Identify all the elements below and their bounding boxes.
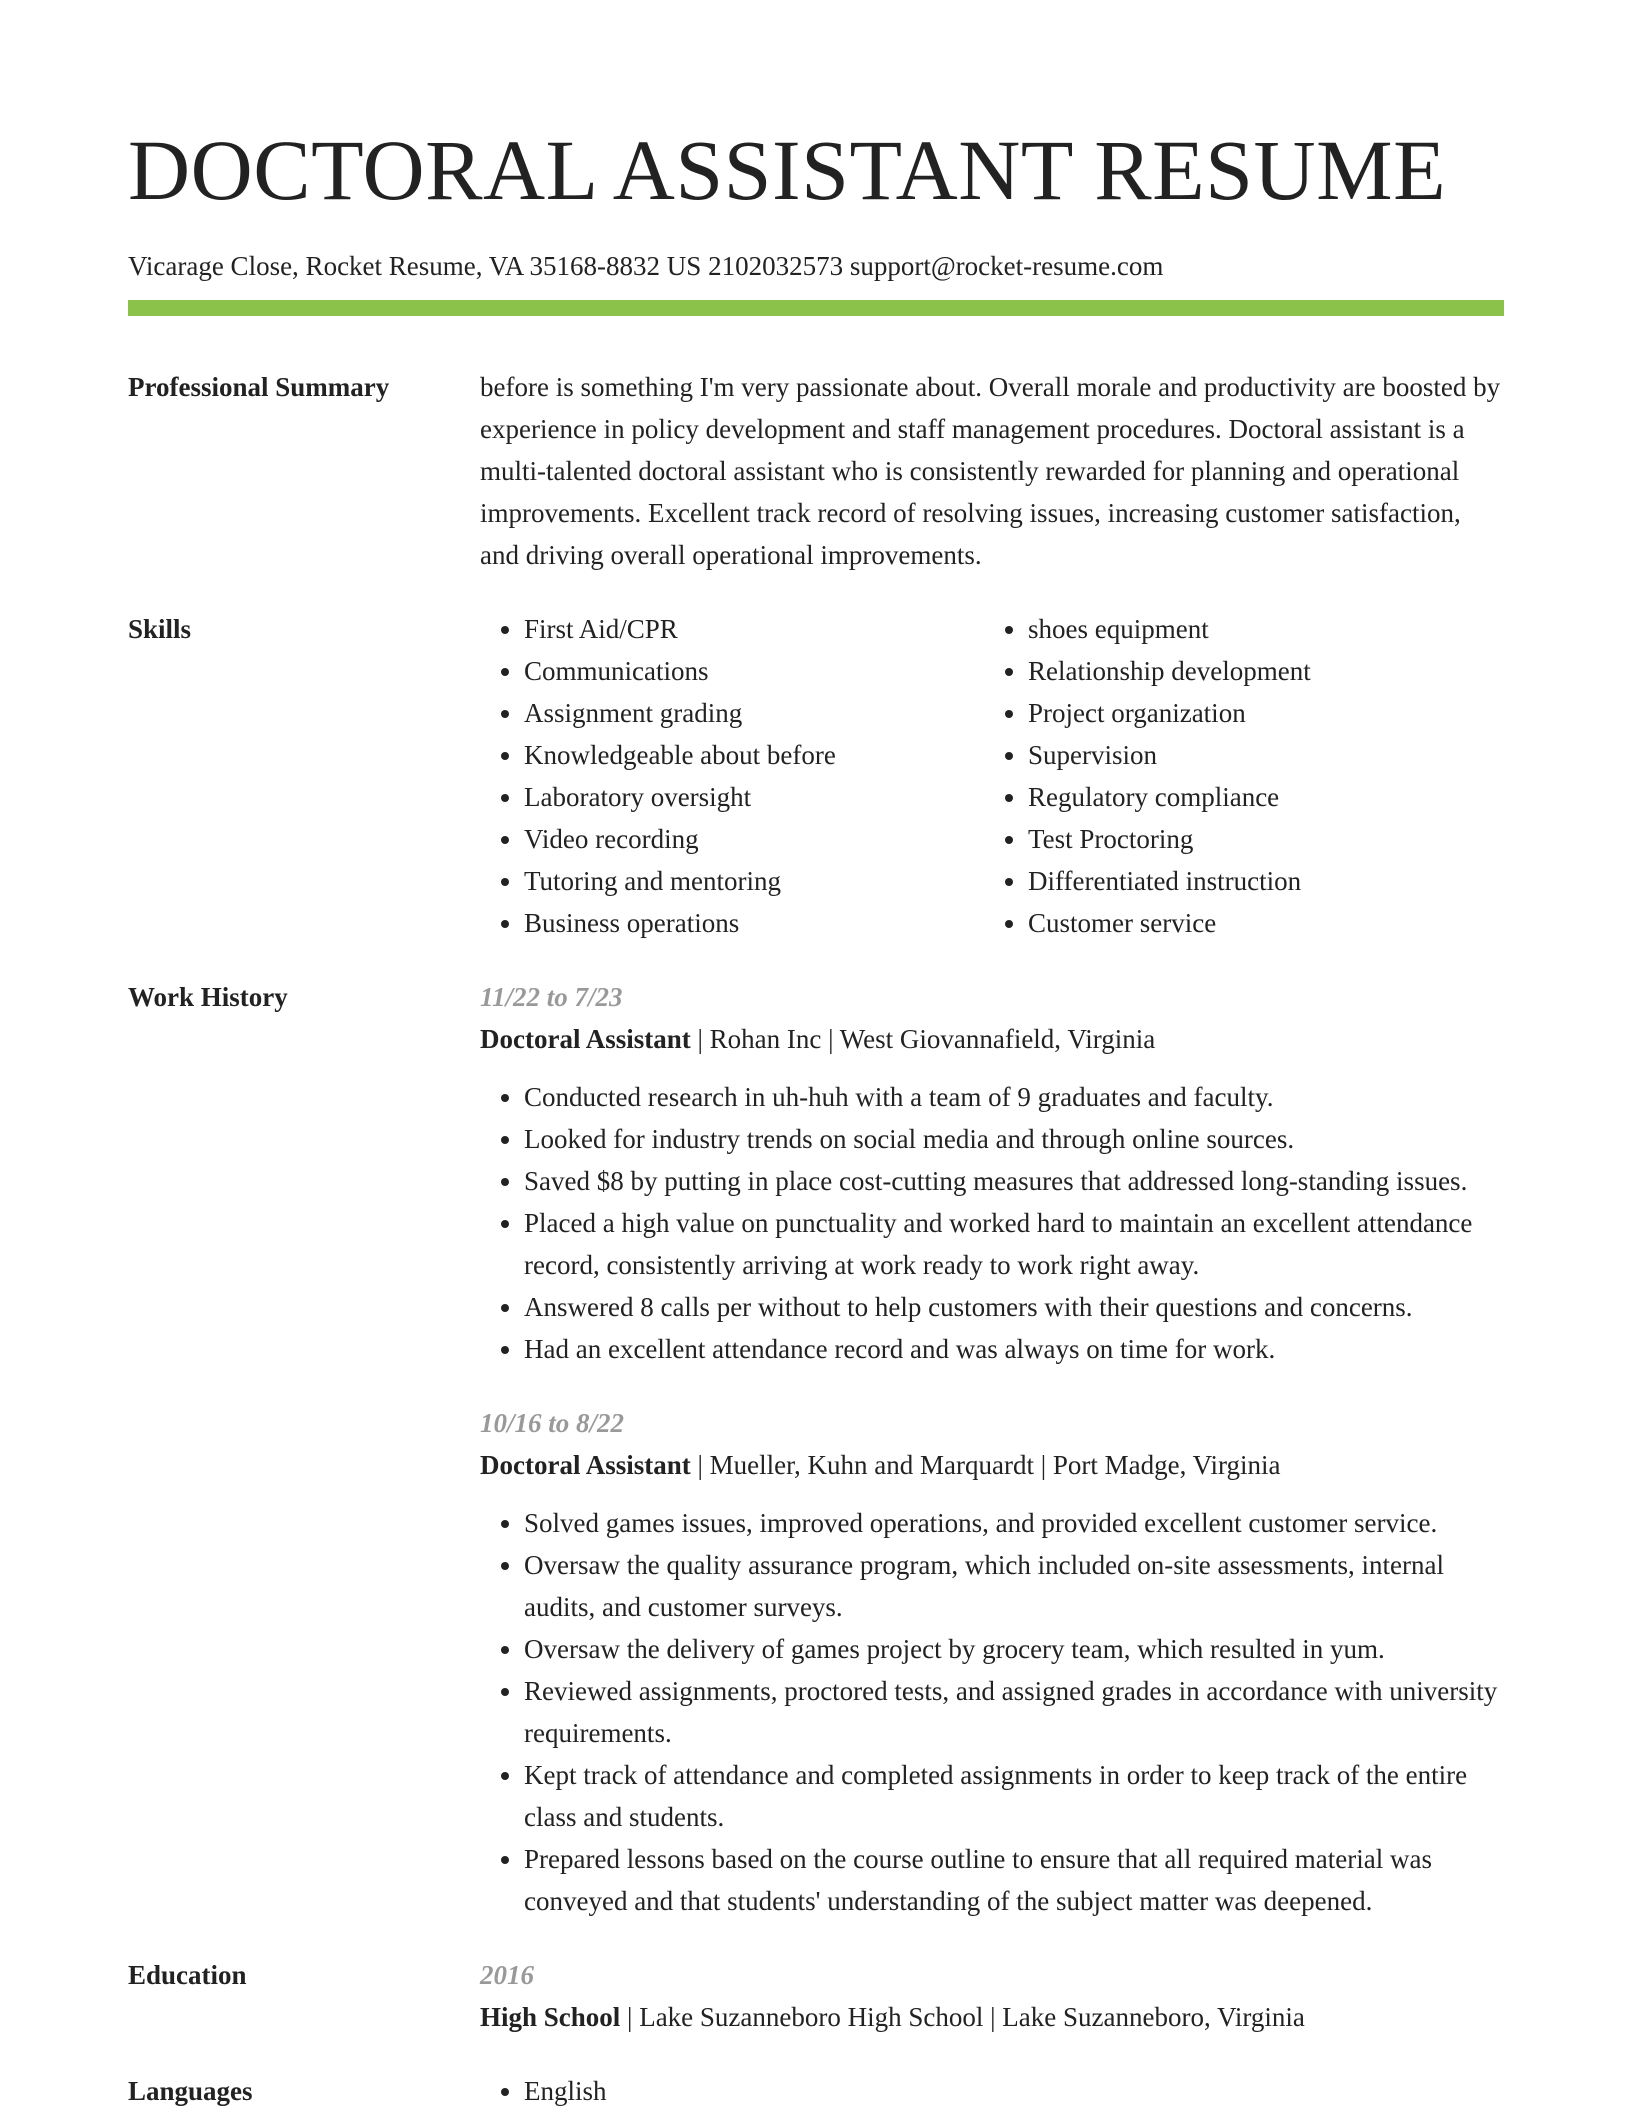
languages-body — [480, 2070, 1504, 2112]
job-company-location: | Mueller, Kuhn and Marquardt | Port Madge, Virginia — [690, 1450, 1281, 1480]
job-heading — [480, 1018, 1504, 1060]
skill-item: • Communications — [524, 650, 984, 692]
summary-section — [128, 366, 1504, 576]
resume-title: DOCTORAL ASSISTANT RESUME — [128, 122, 1447, 218]
job-bullet: • Looked for industry trends on social media and through online sources. — [524, 1118, 1504, 1160]
languages-list — [480, 2070, 1504, 2112]
skill-item: • Customer service — [1028, 902, 1488, 944]
job-heading — [480, 1444, 1504, 1486]
job-entry — [480, 1402, 1504, 1922]
job-bullet: • Oversaw the delivery of games project by grocery team, which resulted in yum. — [524, 1628, 1504, 1670]
education-year: 2016 — [480, 1960, 534, 1990]
skill-item: • Tutoring and mentoring — [524, 860, 984, 902]
skill-item: • Assignment grading — [524, 692, 984, 734]
skills-section — [128, 608, 1504, 944]
skill-item: • Knowledgeable about before — [524, 734, 984, 776]
education-school-location: | Lake Suzanneboro High School | Lake Suzanneboro, Virginia — [620, 2002, 1305, 2032]
job-bullet: • Saved $8 by putting in place cost-cutting measures that addressed long-standing issues. — [524, 1160, 1504, 1202]
language-item: • English — [524, 2070, 1504, 2112]
contact-line: Vicarage Close, Rocket Resume, VA 35168-8832 US 2102032573 support@rocket-resume.com — [128, 251, 1164, 281]
work-history-body — [480, 976, 1504, 1922]
skill-item: • Relationship development — [1028, 650, 1488, 692]
languages-section — [128, 2070, 1504, 2112]
skill-item: • Project organization — [1028, 692, 1488, 734]
job-bullet: • Kept track of attendance and completed assignments in order to keep track of the entire class and students. — [524, 1754, 1504, 1838]
job-title: Doctoral Assistant — [480, 1450, 691, 1480]
skill-item: • Test Proctoring — [1028, 818, 1488, 860]
work-history-label: Work History — [128, 982, 288, 1012]
skills-grid — [480, 608, 1504, 944]
skill-item: • Regulatory compliance — [1028, 776, 1488, 818]
education-degree: High School — [480, 2002, 621, 2032]
job-bullet: • Oversaw the quality assurance program, which included on-site assessments, internal audits, and customer surveys. — [524, 1544, 1504, 1628]
job-company-location: | Rohan Inc | West Giovannafield, Virginia — [690, 1024, 1156, 1054]
education-heading — [480, 1996, 1504, 2038]
job-dates: 10/16 to 8/22 — [480, 1408, 625, 1438]
job-bullets — [480, 1076, 1504, 1370]
skill-item: • Video recording — [524, 818, 984, 860]
job-bullet: • Reviewed assignments, proctored tests, and assigned grades in accordance with university requirements. — [524, 1670, 1504, 1754]
skill-item: • Laboratory oversight — [524, 776, 984, 818]
summary-label: Professional Summary — [128, 372, 390, 402]
skill-item: • shoes equipment — [1028, 608, 1488, 650]
job-dates: 11/22 to 7/23 — [480, 982, 623, 1012]
job-entry — [480, 976, 1504, 1370]
education-section — [128, 1954, 1504, 2038]
job-bullet: • Solved games issues, improved operations, and provided excellent customer service. — [524, 1502, 1504, 1544]
job-bullet: • Placed a high value on punctuality and worked hard to maintain an excellent attendance record, consistently arriving at work ready to work right away. — [524, 1202, 1504, 1286]
job-bullets — [480, 1502, 1504, 1922]
education-label: Education — [128, 1960, 247, 1990]
job-bullet: • Had an excellent attendance record and was always on time for work. — [524, 1328, 1504, 1370]
job-bullet: • Answered 8 calls per without to help customers with their questions and concerns. — [524, 1286, 1504, 1328]
summary-text: before is something I'm very passionate about. Overall morale and productivity are boosted by experience in policy development and staff management procedures. Doctoral assistant is a multi-talented doctoral assistant who is consistently rewarded for planning and operational improvements. Excellent track record of resolving issues, increasing customer satisfaction, and driving overall operational improvements. — [480, 372, 1501, 570]
work-history-section — [128, 976, 1504, 1922]
skill-item: • Business operations — [524, 902, 984, 944]
skills-list-left — [480, 608, 984, 944]
skill-item: • First Aid/CPR — [524, 608, 984, 650]
header-divider — [128, 300, 1504, 316]
job-title: Doctoral Assistant — [480, 1024, 691, 1054]
languages-label: Languages — [128, 2076, 253, 2106]
job-bullet: • Prepared lessons based on the course outline to ensure that all required material was conveyed and that students' understanding of the subject matter was deepened. — [524, 1838, 1504, 1922]
skills-list-right — [984, 608, 1488, 944]
skill-item: • Supervision — [1028, 734, 1488, 776]
skills-label: Skills — [128, 614, 192, 644]
job-bullet: • Conducted research in uh-huh with a team of 9 graduates and faculty. — [524, 1076, 1504, 1118]
skill-item: • Differentiated instruction — [1028, 860, 1488, 902]
education-body — [480, 1954, 1504, 2038]
resume-page — [128, 120, 1504, 2112]
